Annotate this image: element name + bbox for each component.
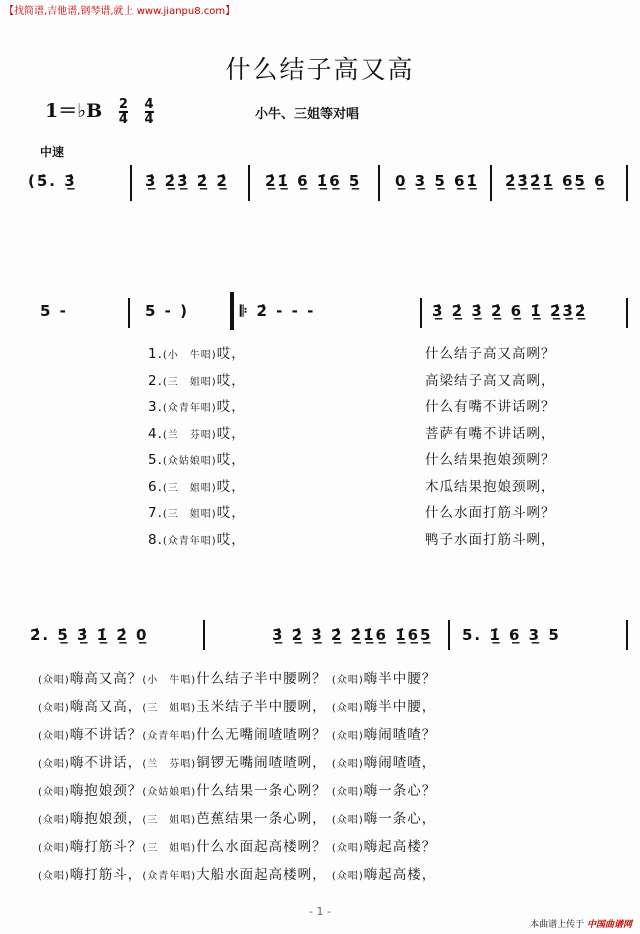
- measure: 5 - ): [145, 302, 189, 320]
- measure: 2̇. 5̲̇ 3̲̇ 1̲̇ 2̲̇ 0̲: [30, 626, 149, 644]
- verse-line: 4.(兰 芬唱)哎，: [148, 425, 246, 442]
- verse-lyric: 木瓜结果抱娘颈咧，: [425, 478, 556, 495]
- tempo-marking: 中速: [40, 145, 65, 159]
- barline: [626, 165, 628, 201]
- barline: [626, 620, 628, 650]
- verse-lyric: 什么有嘴不讲话咧？: [425, 399, 556, 415]
- verse-lyric: 什么水面打筋斗咧？: [425, 505, 556, 521]
- barline: [248, 165, 250, 201]
- repeat-barline: [230, 292, 234, 330]
- verse-lyric: 什么结子高又高咧？: [425, 346, 556, 362]
- verse-lyric: 高梁结子高又高咧，: [425, 372, 556, 389]
- verse-line: 6.(三 姐唱)哎，: [148, 478, 246, 495]
- measure: 2̲̇1̲̇ 6̲ 1̲̇6̲ 5̲: [265, 172, 362, 190]
- barline: [378, 165, 380, 201]
- verse-line: (众唱)嗨打筋斗？(三 姐唱)什么水面起高楼咧？ (众唱)嗨起高楼？: [38, 839, 437, 855]
- singers: 小牛、三姐等对唱: [255, 107, 360, 122]
- measure: 3̲̇ 2̲̇3̲̇ 2̲̇ 2̲̇: [145, 172, 229, 190]
- barline: [203, 620, 205, 650]
- measure: 5 -: [40, 302, 68, 320]
- measure: (5̇. 3̲̇: [28, 172, 77, 190]
- verse-lyric: 鸭子水面打筋斗咧，: [425, 531, 556, 548]
- verse-line: (众唱)嗨不讲话？(众青年唱)什么无嘴闹喳喳咧？ (众唱)嗨闹喳喳？: [38, 727, 437, 743]
- barline: [420, 298, 422, 328]
- measure: 5. 1̲̇ 6̲ 3̲ 5: [462, 626, 561, 644]
- verse-lyric: 什么结果抱娘颈咧？: [425, 452, 556, 468]
- verse-line: (众唱)嗨高又高？(小 牛唱)什么结子半中腰咧？ (众唱)嗨半中腰？: [38, 671, 437, 687]
- barline: [128, 298, 130, 328]
- verse-line: (众唱)嗨抱娘颈，(三 姐唱)芭蕉结果一条心咧， (众唱)嗨一条心，: [38, 811, 437, 827]
- verse-line: 8.(众青年唱)哎，: [148, 531, 246, 548]
- measure: 0̲ 3̲ 5̲ 6̲1̲̇: [395, 172, 479, 190]
- measure: 3̲̇ 2̲̇ 3̲̇ 2̲̇ 6̲ 1̲̇ 2̲̇3̲̇2̲̇: [432, 302, 588, 320]
- upload-note: 本曲谱上传于 中国曲谱网: [530, 920, 632, 930]
- verse-line: (众唱)嗨不讲话，(兰 芬唱)铜锣无嘴闹喳喳咧， (众唱)嗨闹喳喳，: [38, 755, 437, 771]
- measure: 3̲̇ 2̲̇ 3̲̇ 2̲̇ 2̲̇1̲̇6̲ 1̲̇6̲5̲: [272, 626, 433, 644]
- verse-line: 5.(众姑娘唱)哎，: [148, 452, 246, 468]
- barline: [448, 620, 450, 650]
- barline: [490, 165, 492, 201]
- barline: [130, 165, 132, 201]
- verse-line: 3.(众青年唱)哎，: [148, 399, 246, 415]
- key: 1＝♭B: [45, 100, 103, 122]
- key-signature: [45, 96, 154, 126]
- verse-line: (众唱)嗨抱娘颈？(众姑娘唱)什么结果一条心咧？ (众唱)嗨一条心？: [38, 783, 437, 799]
- verse-line: 7.(三 姐唱)哎，: [148, 505, 246, 521]
- page-number: - 1 -: [309, 905, 331, 918]
- verse-line: (众唱)嗨高又高，(三 姐唱)玉米结子半中腰咧， (众唱)嗨半中腰，: [38, 699, 437, 715]
- time-signature-2-4: $\frac{2}{4}$: [118, 97, 128, 127]
- barline: [626, 298, 628, 328]
- time-signature-4-4: $\frac{4}{4}$: [144, 97, 154, 127]
- site-banner[interactable]: 【找简谱,吉他谱,钢琴谱,就上 www.jianpu8.com】: [4, 6, 236, 17]
- song-title: 什么结子高又高: [225, 55, 415, 84]
- verse-line: (众唱)嗨打筋斗，(众青年唱)大船水面起高楼咧， (众唱)嗨起高楼，: [38, 867, 437, 883]
- verse-line: 1.(小 牛唱)哎，: [148, 346, 246, 362]
- site-logo[interactable]: 中国曲谱网: [586, 920, 632, 930]
- verse-line: 2.(三 姐唱)哎，: [148, 372, 246, 389]
- measure: 𝄆 2̇ - - -: [240, 302, 316, 320]
- measure: 2̲̇3̲̇2̲̇1̲̇ 6̲5̲ 6̲: [505, 172, 607, 190]
- verse-lyric: 菩萨有嘴不讲话咧，: [425, 425, 556, 442]
